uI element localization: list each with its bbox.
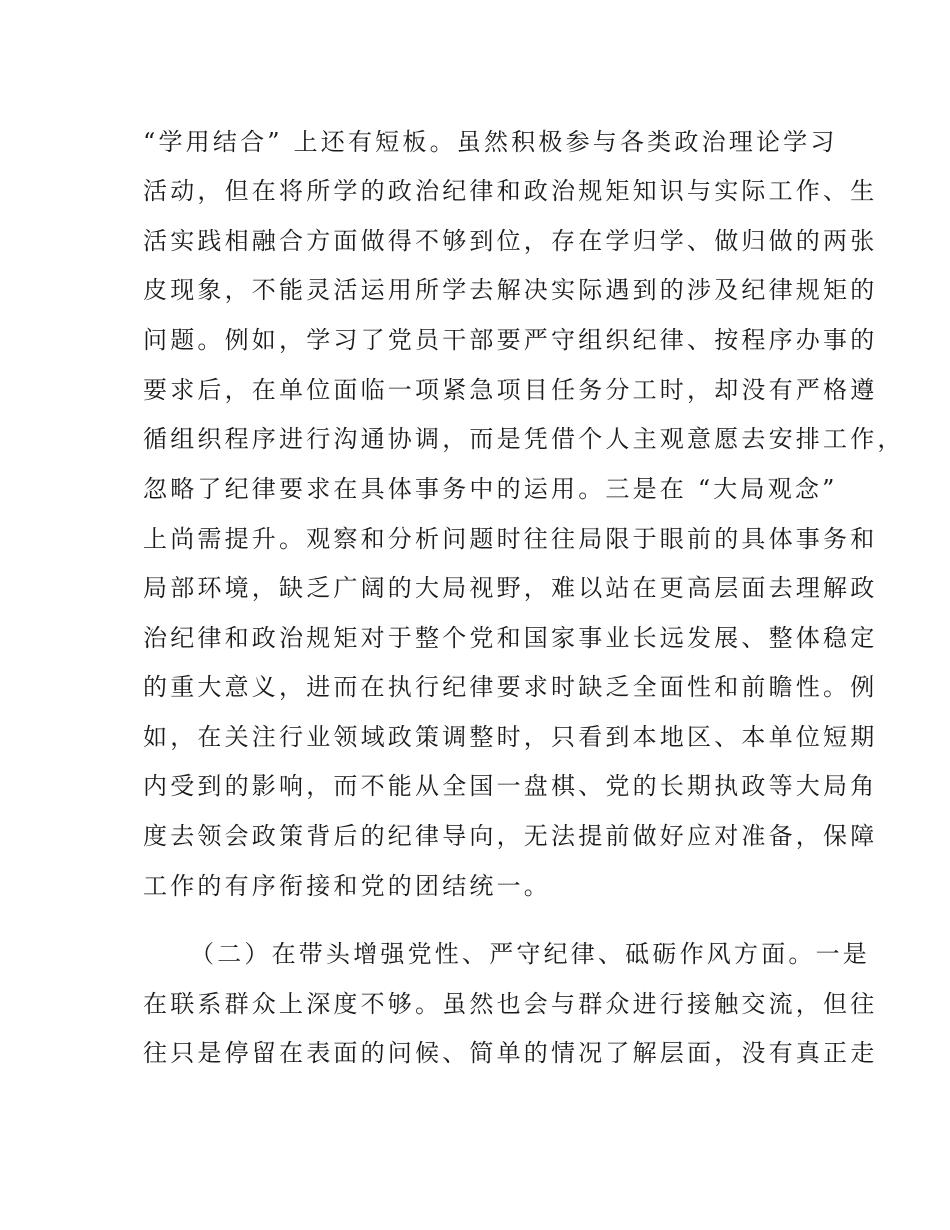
paragraph-line: “学用结合” 上还有短板。虽然积极参与各类政治理论学习 bbox=[143, 128, 838, 156]
paragraph-line: 内受到的影响，而不能从全国一盘棋、党的长期执政等大局角 bbox=[143, 772, 878, 800]
paragraph-line: 局部环境，缺乏广阔的大局视野，难以站在更高层面去理解政 bbox=[143, 574, 878, 602]
paragraph-line: 上尚需提升。观察和分析问题时往往局限于眼前的具体事务和 bbox=[143, 525, 878, 553]
paragraph-line: 活动，但在将所学的政治纪律和政治规矩知识与实际工作、生 bbox=[143, 177, 878, 205]
paragraph-line: 在联系群众上深度不够。虽然也会与群众进行接触交流，但往 bbox=[143, 990, 878, 1018]
paragraph-line: 往只是停留在表面的问候、简单的情况了解层面，没有真正走 bbox=[143, 1039, 878, 1067]
paragraph-line: 皮现象，不能灵活运用所学去解决实际遇到的涉及纪律规矩的 bbox=[143, 276, 878, 304]
paragraph-line: （二）在带头增强党性、严守纪律、砥砺作风方面。一是 bbox=[190, 940, 870, 968]
paragraph-line: 问题。例如，学习了党员干部要严守组织纪律、按程序办事的 bbox=[143, 326, 878, 354]
paragraph-line: 忽略了纪律要求在具体事务中的运用。三是在 “大局观念” bbox=[143, 475, 838, 503]
paragraph-line: 活实践相融合方面做得不够到位，存在学归学、做归做的两张 bbox=[143, 227, 878, 255]
paragraph-line: 如，在关注行业领域政策调整时，只看到本地区、本单位短期 bbox=[143, 723, 878, 751]
paragraph-line: 要求后，在单位面临一项紧急项目任务分工时，却没有严格遵 bbox=[143, 376, 878, 404]
paragraph-line: 的重大意义，进而在执行纪律要求时缺乏全面性和前瞻性。例 bbox=[143, 673, 878, 701]
paragraph-line: 工作的有序衔接和党的团结统一。 bbox=[143, 872, 551, 900]
paragraph-line: 治纪律和政治规矩对于整个党和国家事业长远发展、整体稳定 bbox=[143, 624, 878, 652]
paragraph-line: 循组织程序进行沟通协调，而是凭借个人主观意愿去安排工作， bbox=[143, 425, 905, 453]
paragraph-line: 度去领会政策背后的纪律导向，无法提前做好应对准备，保障 bbox=[143, 822, 878, 850]
